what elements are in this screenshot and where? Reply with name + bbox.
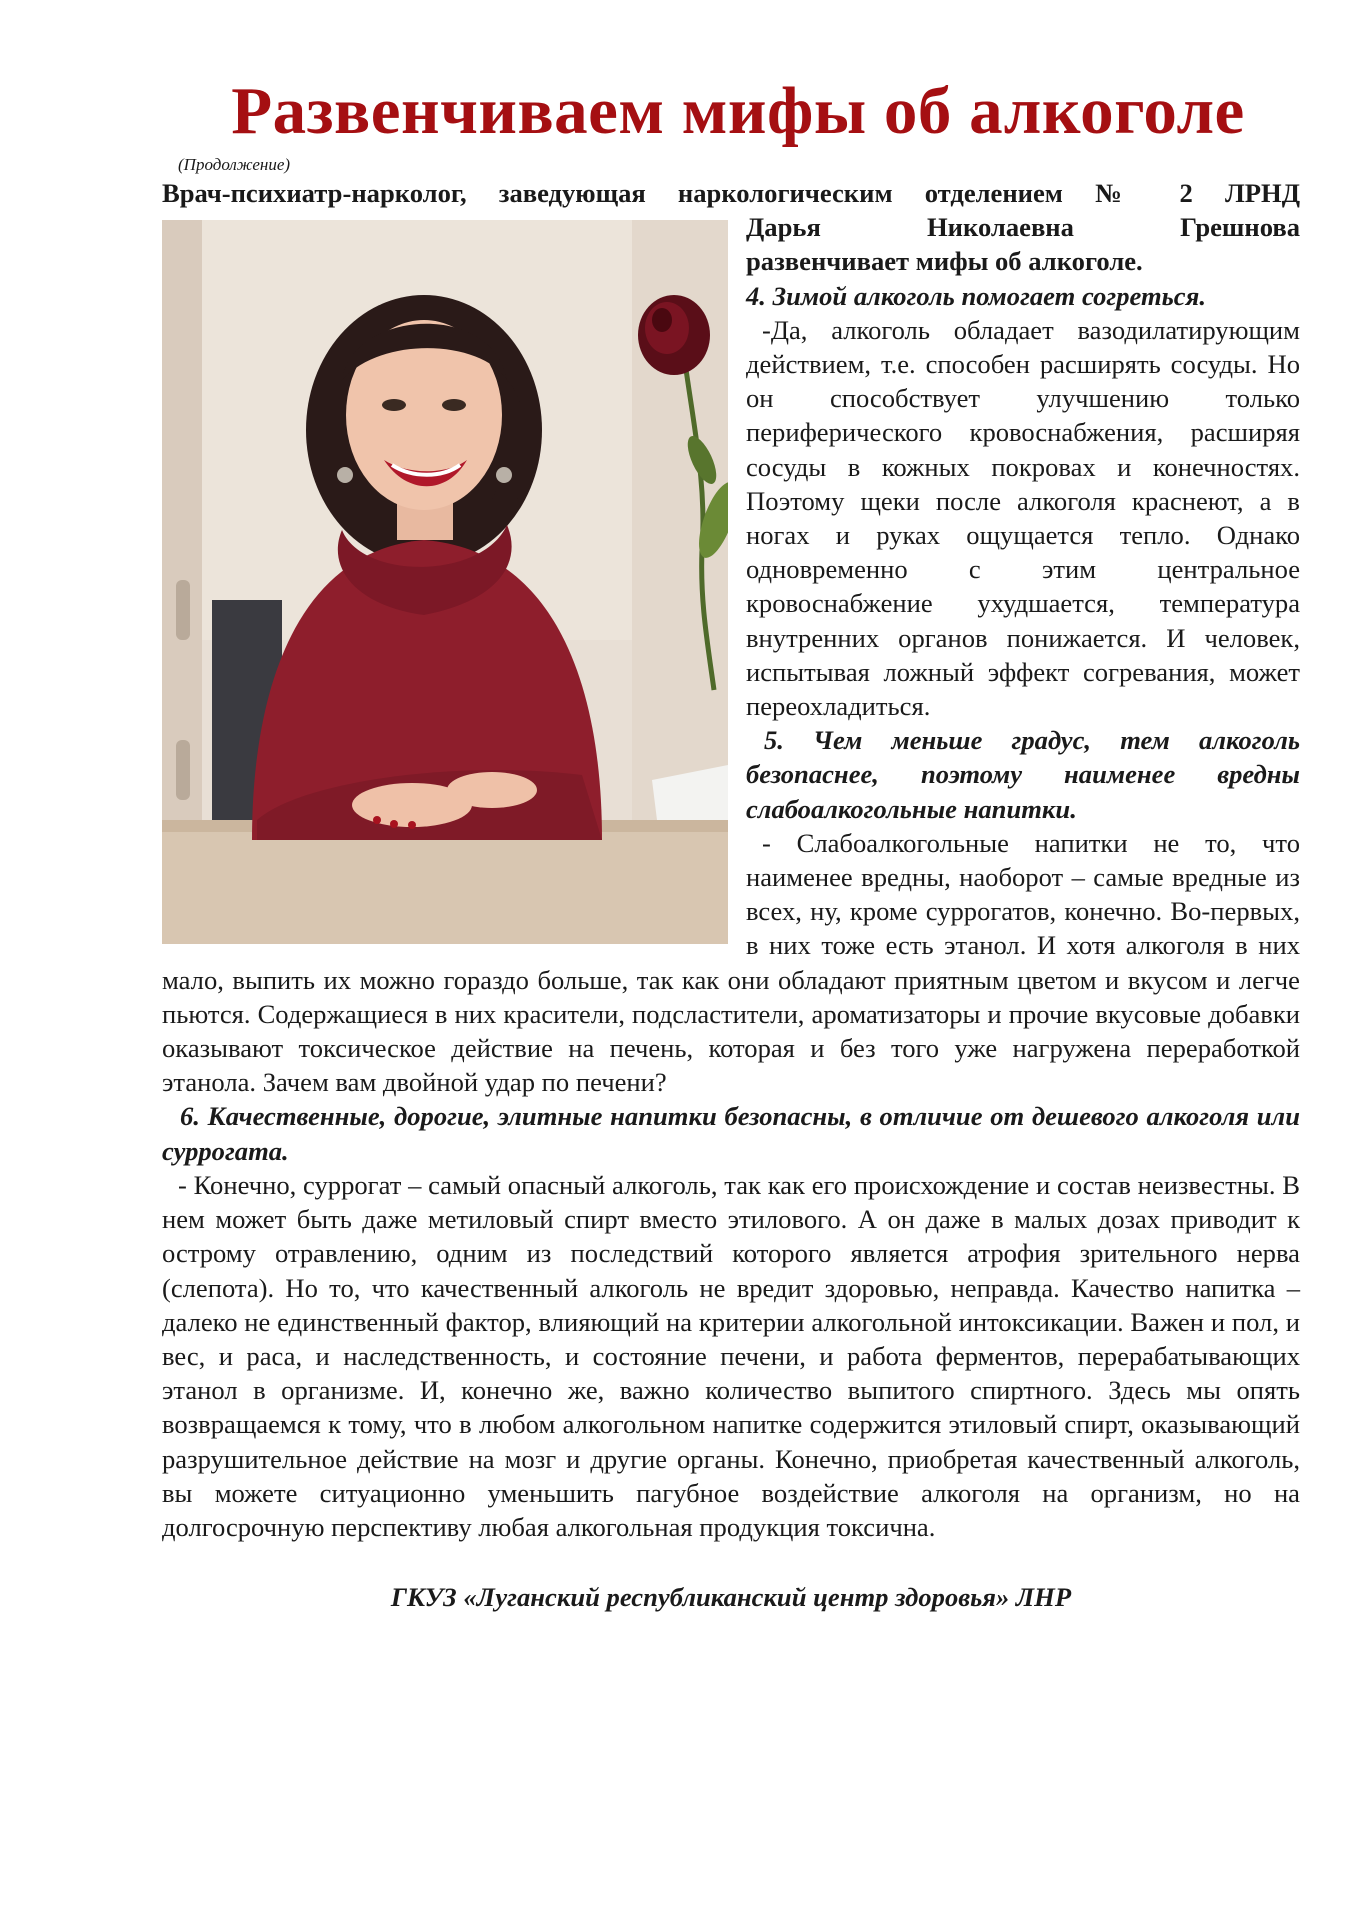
intro-line-2: Дарья Николаевна Грешнова bbox=[746, 212, 1300, 243]
intro-line-3: развенчивает мифы об алкоголе. bbox=[746, 246, 1143, 277]
article bbox=[162, 70, 1300, 1614]
footer-organization: ГКУЗ «Луганский республиканский центр здоровья» ЛНР bbox=[390, 1582, 1072, 1613]
myth-6-title: 6. Качественные, дорогие, элитные напитки безопасны, в отличие от дешевого алкоголя или суррогата. bbox=[162, 1101, 1300, 1166]
article-body bbox=[162, 176, 1300, 1544]
page-title: Развенчиваем мифы об алкоголе bbox=[231, 74, 1245, 148]
myth-5-title: 5. Чем меньше градус, тем алкоголь безопаснее, поэтому наименее вредны слабоалкогольные напитки. bbox=[746, 725, 1300, 824]
portrait-photo bbox=[162, 220, 728, 944]
myth-4-text: -Да, алкоголь обладает вазодилатирующим действием, т.е. способен расширять сосуды. Но он способствует улучшению только периферического кровоснабжения, расширяя сосуды в кожных покровах и конечностях. Поэтому щеки после алкоголя краснеют, а в ногах и руках ощущается тепло. Однако одновременно с этим центральное кровоснабжение ухудшается, температура внутренних органов понижается. И человек, испытывая ложный эффект согревания, может переохладиться. bbox=[746, 314, 1300, 722]
intro-line-1: Врач-психиатр-нарколог, заведующая наркологическим отделением № 2 ЛРНД bbox=[162, 178, 1300, 208]
myth-6-text: - Конечно, суррогат – самый опасный алкоголь, так как его происхождение и состав неизвестны. В нем может быть даже метиловый спирт вместо этилового. А он даже в малых дозах приводит к острому отравлению, одним из последствий которого является атрофия зрительного нерва (слепота). Но то, что качественный алкоголь не вредит здоровью, неправда. Качество напитка – далеко не единственный фактор, влияющий на критерии алкогольной интоксикации. Важен и пол, и вес, и раса, и наследственность, и состояние печени, и работа ферментов, перерабатывающих этанол в организме. И, конечно же, важно количество выпитого спиртного. Здесь мы опять возвращаемся к тому, что в любом алкогольном напитке содержится этиловый спирт, оказывающий разрушительное действие на мозг и другие органы. Конечно, приобретая качественный алкоголь, вы можете ситуационно уменьшить пагубное воздействие алкоголя на организм, но на долгосрочную перспективу любая алкогольная продукция токсична. bbox=[162, 1169, 1300, 1542]
myth-4-title: 4. Зимой алкоголь помогает согреться. bbox=[746, 280, 1206, 311]
continued-note: (Продолжение) bbox=[178, 155, 291, 174]
myth-5-text: - Слабоалкогольные напитки не то, что наименее вредны, наоборот – самые вредные из всех, ну, кроме суррогатов, конечно. Во-первых, в них тоже есть этанол. И хотя алкоголя в них мало, выпить их можно гораздо больше, так как они обладают приятным цветом и вкусом и легче пьются. Содержащиеся в них красители, подсластители, ароматизаторы и прочие вкусовые добавки оказывают токсическое действие на печень, которая и без того уже нагружена переработкой этанола. Зачем вам двойной удар по печени? bbox=[162, 827, 1300, 1098]
